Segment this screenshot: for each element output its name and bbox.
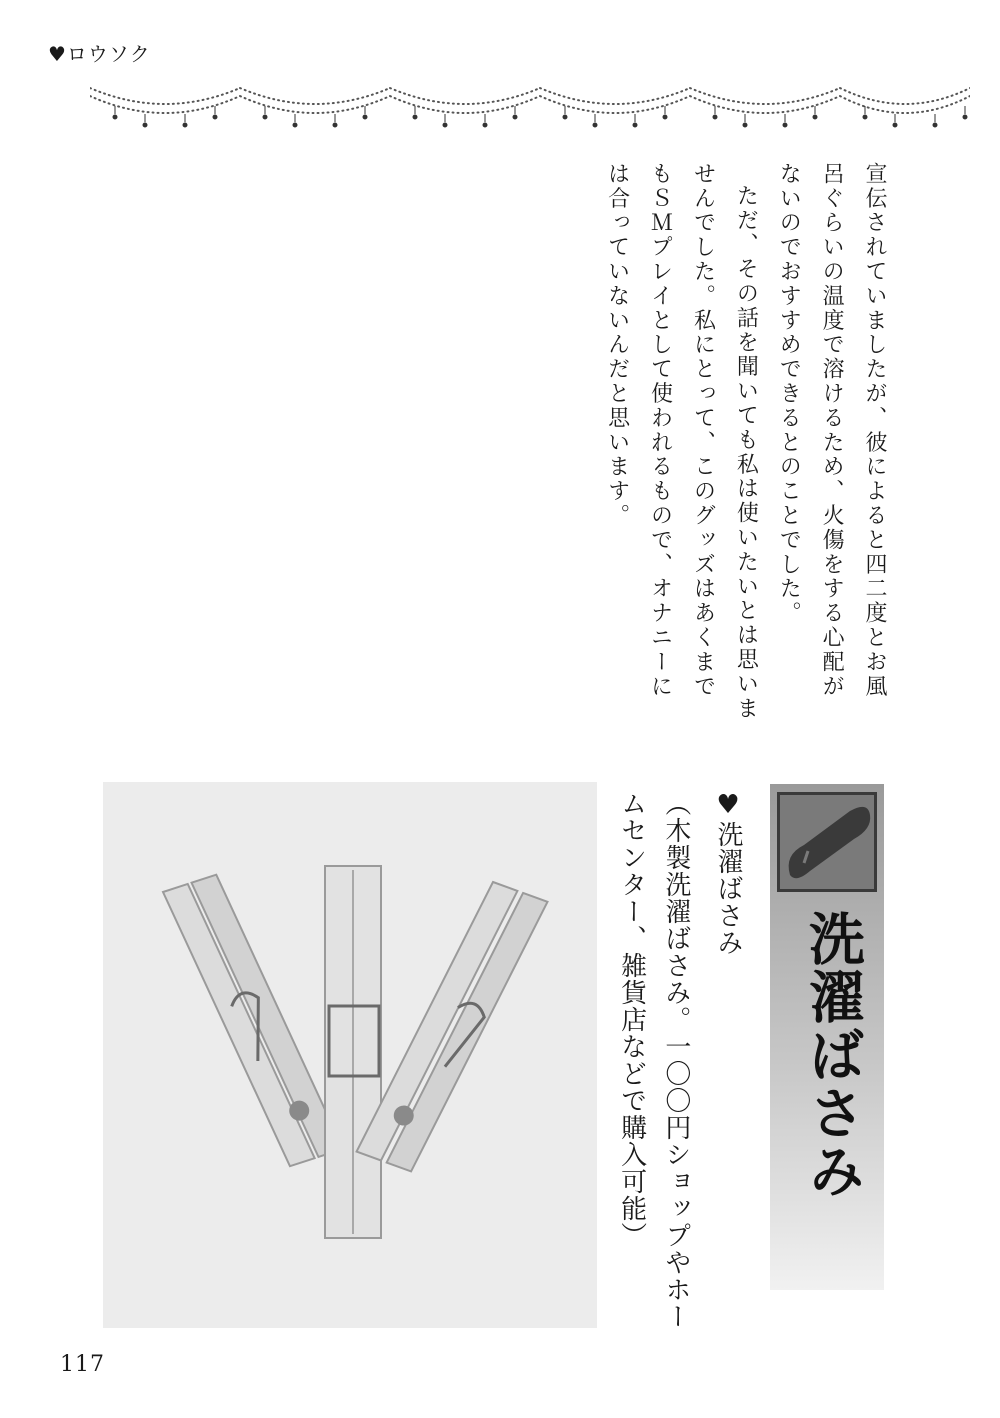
garland-ornament (90, 80, 970, 140)
body-paragraph: 宣伝されていましたが、彼によると四二度とお風呂ぐらいの温度で溶けるため、火傷をする心配がないのでおすすめできるとのことでした。 (776, 162, 887, 699)
photo-caption (600, 790, 750, 1350)
clothespin-icon (777, 792, 877, 892)
clothespins-photo (103, 782, 597, 1328)
body-paragraph: ただ、その話を聞いても私は使いたいとは思いませんでした。私にとって、このグッズはあくまでもＳＭプレイとして使われるもので、オナニーには合っていないんだと思います。 (604, 162, 759, 721)
section-title: 洗濯ばさみ (800, 910, 865, 1200)
page-number: 117 (60, 1352, 105, 1377)
caption-heading: ♥洗濯ばさみ (713, 790, 743, 956)
chapter-header: ♥ロウソク (48, 42, 151, 66)
body-text (604, 162, 895, 722)
caption-detail: （木製洗濯ばさみ。一〇〇円ショップやホームセンター、雑貨店などで購入可能） (616, 790, 691, 1330)
